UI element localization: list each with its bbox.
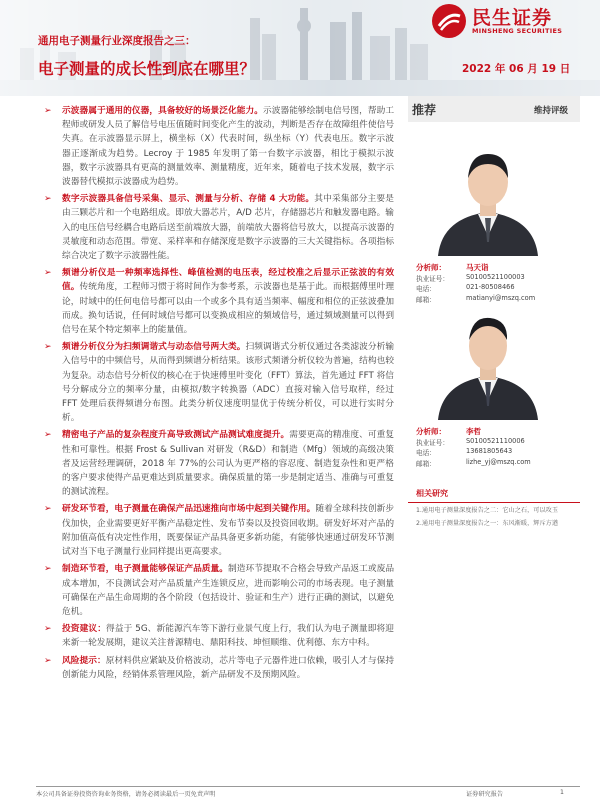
analyst-email[interactable]: lizhe_yj@mszq.com [466, 457, 531, 466]
analyst-email[interactable]: matianyi@mszq.com [466, 293, 536, 302]
paragraph-text: 得益于 5G、新能源汽车等下游行业景气度上行，我们认为电子测量即将迎来新一轮发展期，建议关注普源精电、鼎阳科技、坤恒顺维、优利德、东方中科。 [62, 624, 394, 649]
paragraph-text: 原材料供应紧缺及价格波动，芯片等电子元器件进口依赖，吸引人才与保持创新能力风险，经销体系管理风险，新产品研发不及预期风险。 [62, 655, 395, 680]
summary-paragraph [36, 192, 394, 263]
analyst-phone: 021-80508466 [466, 283, 515, 291]
footer-label: 证券研究报告 [466, 791, 504, 798]
recommend-label: 推荐 [412, 103, 437, 117]
arrow-bullet-icon: ➢ [44, 194, 52, 205]
summary-paragraph [36, 502, 394, 559]
analyst-license-row [416, 437, 580, 448]
rating-label: 维持评级 [533, 106, 568, 116]
analyst-name-row [416, 262, 580, 273]
paragraph-lead: 风险提示： [62, 655, 106, 666]
paragraph-lead: 研发环节看，电子测量在确保产品迅速推向市场中起到关键作用。 [62, 504, 316, 515]
related-research-title: 相关研究 [408, 488, 580, 503]
analyst-key: 邮箱： [416, 459, 436, 468]
paragraph-lead: 投资建议： [62, 624, 107, 635]
paragraph-text: 扫频调谐式分析仪通过各类滤波分析输入信号中的中频信号，从而得到频谱分析结果。该形式频谱分析仪较为普遍，结构也较为复杂。动态信号分析仪的核心在于快速傅里叶变化（FFT）算法，首先通过 FFT 将信号分解成分立的频率分量，由模拟/数字转换器（ADC）直接对输入信号取样，经过 FFT 处理后获得频谱分布图。此类分析仪速度明显优于传统分析仪，可以进行实时分析。 [62, 342, 395, 424]
analyst-phone: 13681805643 [466, 447, 513, 455]
footer-disclaimer: 本公司具备证券投资咨询业务资格，请务必阅读最后一页免责声明 [36, 791, 216, 798]
paragraph-text: 需要更高的精准度、可重复性和可靠性。根据 Frost & Sullivan 对研发（R&D）和制造（Mfg）领域的高级决策者及运营经理调研，2018 年 77%的公司认为更严格的容忍度、制造复杂性和更严格的客户要求使得产品更难达到质量要求。确保质量的第一步是制定适当、准确与可重复的测试流程。 [62, 430, 395, 498]
analyst-phone-row [416, 447, 580, 458]
report-header [0, 0, 600, 96]
analyst-key: 电话： [416, 285, 436, 293]
arrow-bullet-icon: ➢ [44, 430, 52, 441]
related-research-item[interactable]: 2.通用电子测量深度报告之一：东风渐暖，辉斥方遒 [416, 520, 559, 527]
investment-advice [36, 622, 394, 650]
analyst-license: S0100521100003 [466, 272, 525, 281]
analyst-key: 执业证号： [416, 274, 449, 283]
report-title: 电子测量的成长性到底在哪里？ [38, 60, 256, 78]
summary-paragraph [36, 266, 394, 337]
analyst-key: 执业证号： [416, 438, 449, 447]
summary-paragraph [36, 562, 394, 619]
analyst-name: 李哲 [466, 427, 481, 436]
paragraph-lead: 精密电子产品的复杂程度升高导致测试产品测试难度提升。 [62, 430, 290, 441]
analyst-license-row [416, 273, 580, 284]
paragraph-text: 传统角度，工程师习惯于将时间作为参考系，示波器也是基于此。而根据傅里叶理论，时域中的任何电信号都可以由一个或多个具有适当频率、幅度和相位的正弦波叠加而成。换句话说，任何时域信号都可以变换成相应的频域信号，通过频域测量可以得到信号在某个特定频率上的能量值。 [62, 282, 395, 336]
paragraph-text: 制造环节提取不合格会导致产品返工或废品成本增加，不良测试会对产品质量产生连锁反应，进而影响公司的市场表现。电子测量可确保在产品生命周期的各个阶段（包括设计、验证和生产）进行正确的测试，以避免危机。 [62, 564, 395, 617]
risk-warning [36, 654, 394, 682]
analyst-name-row [416, 426, 580, 437]
paragraph-lead: 频谱分析仪分为扫频调谐式与动态信号两大类。 [62, 342, 246, 353]
brand-name-cn: 民生证券 [472, 7, 553, 29]
analyst-key: 电话： [416, 449, 436, 457]
related-research [408, 488, 580, 529]
analyst-key: 邮箱： [416, 295, 436, 304]
summary-paragraph [36, 340, 394, 425]
arrow-bullet-icon: ➢ [44, 624, 52, 635]
analyst-info [416, 262, 580, 304]
summary-section [36, 104, 394, 685]
paragraph-lead: 制造环节看，电子测量能够保证产品质量。 [62, 564, 229, 575]
analyst-photo [428, 304, 548, 420]
paragraph-lead: 频谱分析仪是一种频率选择性、峰值检测的电压表，经过校准之后显示正弦波的有效值。 [62, 268, 394, 293]
arrow-bullet-icon: ➢ [44, 106, 52, 116]
rating-bar [408, 96, 580, 122]
brand-name-en: MINSHENG SECURITIES [472, 27, 563, 35]
brand-logo-mark [432, 4, 466, 38]
analyst-photo [428, 140, 548, 256]
footer-divider [36, 786, 580, 787]
analyst-email-row [416, 294, 580, 305]
arrow-bullet-icon: ➢ [44, 268, 52, 279]
analyst-name: 马天诣 [466, 263, 489, 272]
report-series: 通用电子测量行业深度报告之三： [38, 35, 196, 47]
report-date: 2022 年 06 月 19 日 [462, 63, 571, 75]
analyst-key: 分析师： [416, 427, 446, 436]
analyst-key: 分析师： [416, 263, 446, 272]
summary-paragraph [36, 104, 394, 189]
arrow-bullet-icon: ➢ [44, 655, 52, 666]
analyst-info [416, 426, 580, 468]
arrow-bullet-icon: ➢ [44, 504, 52, 515]
analyst-email-row [416, 458, 580, 469]
brand-logo [432, 2, 592, 40]
analyst-license: S0100521110006 [466, 436, 525, 445]
paragraph-text: 其中采集部分主要是由三颗芯片和一个电路组成。即放大器芯片，A/D 芯片，存储器芯片和触发器电路。输入的电压信号经耦合电路后送至前端放大器，前端放大器将信号放大，以提高示波器的灵敏度和动态范围。带宽、采样率和存储深度是数字示波器的三大关键指标。各项指标综合决定了数字示波器性能。 [62, 194, 394, 262]
summary-paragraph [36, 428, 394, 499]
arrow-bullet-icon: ➢ [44, 342, 52, 353]
arrow-bullet-icon: ➢ [44, 564, 52, 575]
paragraph-text: 随着全球科技创新步伐加快，企业需要更好平衡产品稳定性、发布节奏以及投资回收期。研发好坏对产品的附加值高低有决定性作用，既要保证产品具备更多新功能，有能够快速通过研发环节测试对当下电子测量行业同样提出更高要求。 [62, 504, 395, 558]
paragraph-lead: 数字示波器具备信号采集、显示、测量与分析、存储 4 大功能。 [62, 194, 315, 205]
page-number: 1 [560, 789, 564, 796]
related-research-item[interactable]: 1.通用电子测量深度报告之二：它山之石，可以攻玉 [416, 507, 559, 514]
paragraph-lead: 示波器属于通用的仪器，具备较好的场景泛化能力。 [62, 106, 263, 116]
paragraph-text: 示波器能够绘制电信号图，帮助工程师或研发人员了解信号电压值随时间变化产生的波动，判断是否存在故障组件使信号失真。在示波器显示屏上，横坐标（X）代表时间，纵坐标（Y）代表电压。数字示波器正逐渐成为趋势。Lecroy 于 1985 年发明了第一台数字示波器，相比于模拟示波器，数字示波器具有更高的测量效率、测量精度，近年来，随着电子技术发展，数字示波器替代模拟示波器成为趋势。 [62, 106, 395, 188]
analyst-phone-row [416, 283, 580, 294]
